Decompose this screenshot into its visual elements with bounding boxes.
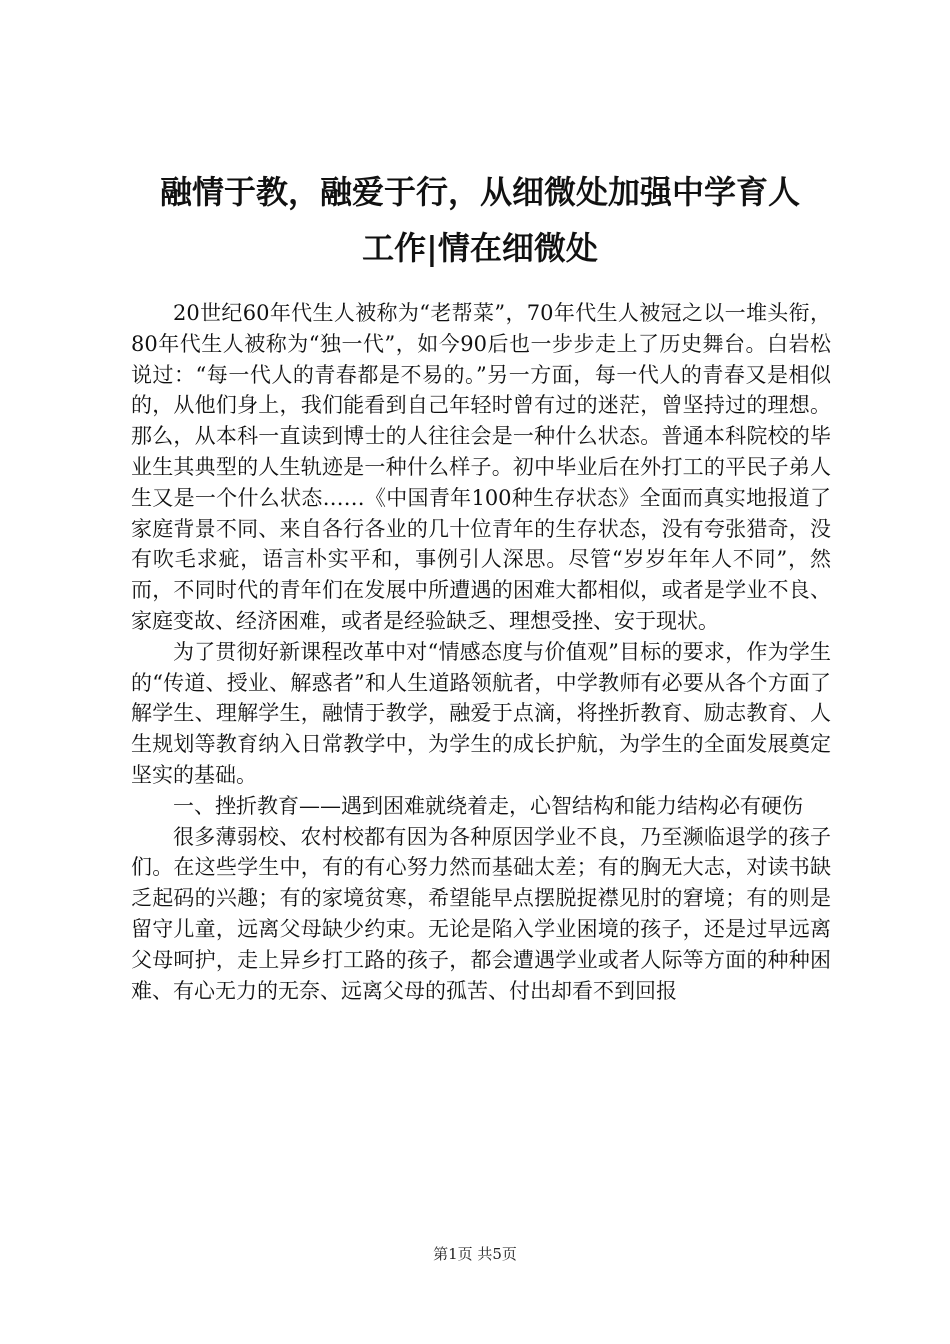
document-body [131, 298, 831, 1006]
section-heading-1: 一、挫折教育——遇到困难就绕着走，心智结构和能力结构必有硬伤 [173, 793, 803, 818]
title-line-1: 融情于教，融爱于行，从细微处加强中学育人 [159, 173, 800, 211]
paragraph-1: 20世纪60年代生人被称为“老帮菜”，70年代生人被冠之以一堆头衔，80年代生人被称为“独一代”，如今90后也一步步走上了历史舞台。白岩松说过：“每一代人的青春都是不易的。”另一方面，每一代人的青春又是相似的，从他们身上，我们能看到自己年轻时曾有过的迷茫，曾坚持过的理想。那么，从本科一直读到博士的人往往会是一种什么状态。普通本科院校的毕业生其典型的人生轨迹是一种什么样子。初中毕业后在外打工的平民子弟人生又是一个什么状态……《中国青年100种生存状态》全面而真实地报道了家庭背景不同、来自各行各业的几十位青年的生存状态，没有夸张猎奇，没有吹毛求疵，语言朴实平和，事例引人深思。尽管“岁岁年年人不同”，然而，不同时代的青年们在发展中所遭遇的困难大都相似，或者是学业不良、家庭变故、经济困难，或者是经验缺乏、理想受挫、安于现状。 [131, 301, 831, 633]
title-line-2: 工作|情在细微处 [362, 229, 598, 267]
page-number-footer: 第1页 共5页 [433, 1245, 517, 1263]
document-title [110, 164, 850, 276]
paragraph-3: 很多薄弱校、农村校都有因为各种原因学业不良，乃至濒临退学的孩子们。在这些学生中，有的有心努力然而基础太差；有的胸无大志，对读书缺乏起码的兴趣；有的家境贫寒，希望能早点摆脱捉襟见肘的窘境；有的则是留守儿童，远离父母缺少约束。无论是陷入学业困境的孩子，还是过早远离父母呵护，走上异乡打工路的孩子，都会遭遇学业或者人际等方面的种种困难、有心无力的无奈、远离父母的孤苦、付出却看不到回报 [131, 824, 831, 1003]
paragraph-2: 为了贯彻好新课程改革中对“情感态度与价值观”目标的要求，作为学生的“传道、授业、解惑者”和人生道路领航者，中学教师有必要从各个方面了解学生、理解学生，融情于教学，融爱于点滴，将挫折教育、励志教育、人生规划等教育纳入日常教学中，为学生的成长护航，为学生的全面发展奠定坚实的基础。 [131, 639, 831, 787]
